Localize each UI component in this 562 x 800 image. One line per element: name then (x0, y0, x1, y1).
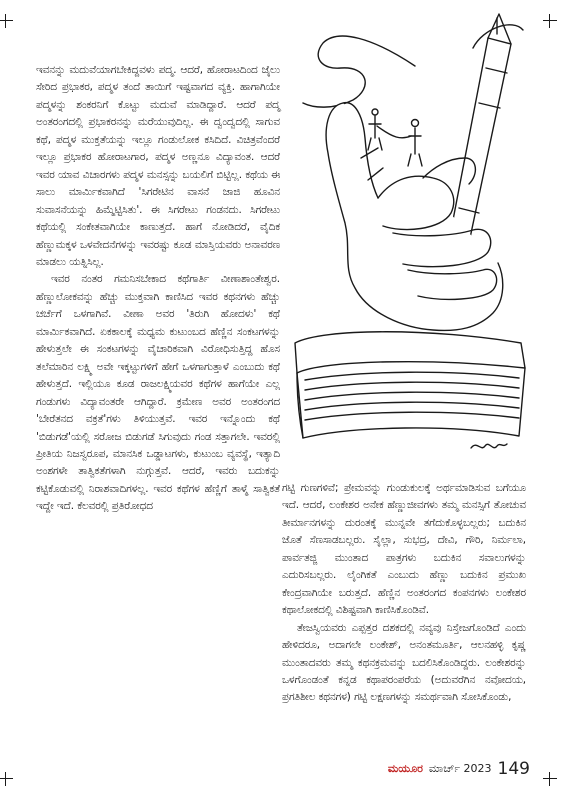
crop-mark (0, 772, 13, 786)
paragraph: ಗಟ್ಟಿ ಗುಣಗಳಿವೆ; ಪ್ರೇಮವನ್ನು ಗುಂಡುಕುಲಕ್ಕೆ ಅರ್ಥಮಾಡಿಸುವ ಬಗೆಯೂ ಇದೆ. ಆದರೆ, ಲಂಕೇಶರ ಅನೇಕ ಹೆಣ್ಣುಜೀವಗಳು ತಮ್ಮ ಮನಸ್ಸಿಗೆ ತೋಚುವ ತೀರ್ಮಾನಗಳನ್ನು ದುರಂತಕ್ಕೆ ಮುನ್ನವೇ ತಗೆದುಕೊಳ್ಳಬಲ್ಲರು; ಬದುಕಿನ ಜೊತೆ ಸೆಣಸಾಡಬಲ್ಲರು. ಸೈಲ್ಲಾ, ಸುಭದ್ರ, ದೇವಿ, ಗೌರಿ, ನಿರ್ಮಲಾ, ಪಾರ್ವತಜ್ಜಿ ಮುಂತಾದ ಪಾತ್ರಗಳು ಬದುಕಿನ ಸವಾಲುಗಳನ್ನು ಎದುರಿಸಬಲ್ಲರು. ಲೈಂಗಿಕತೆ ಎಂಬುದು ಹೆಣ್ಣು ಬದುಕಿನ ಪ್ರಮುಖ ಕೇಂದ್ರವಾಗಿಯೇ ಬರುತ್ತದೆ. ಹೆಣ್ಣಿನ ಅಂತರಂಗದ ಕಂಪನಗಳು ಲಂಕೇಶರ ಕಥಾಲೋಕದಲ್ಲಿ ವಿಶಿಷ್ಟವಾಗಿ ಕಾಣಿಸಿಕೊಂಡಿವೆ. (282, 482, 526, 617)
magazine-name: ಮಯೂರ (387, 762, 423, 775)
crop-mark (0, 14, 13, 28)
right-column (282, 480, 526, 707)
paragraph: ತೇಜಸ್ವಿಯವರು ಎಪ್ಪತ್ತರ ದಶಕದಲ್ಲಿ ನವ್ಯವು ನಿಸ್ತೇಜಗೊಂಡಿದೆ ಎಂದು ಹೇಳಿದರೂ, ಅದಾಗಲೇ ಲಂಕೇಶ್, ಅನಂತಮೂರ್ತಿ, ಆಲನಹಳ್ಳಿ ಕೃಷ್ಣ ಮುಂತಾದವರು ತಮ್ಮ ಕಥನಕ್ರಮವನ್ನು ಬದಲಿಸಿಕೊಂಡಿದ್ದರು. ಲಂಕೇಶರನ್ನು ಒಳಗೊಂಡಂತೆ ಕನ್ನಡ ಕಥಾಪರಂಪರೆಯ (ಅದುವರೆಗಿನ ನವೋದಯ, ಪ್ರಗತಿಶೀಲ ಕಥನಗಳ) ಗಟ್ಟಿ ಲಕ್ಷಣಗಳನ್ನು ಸಮರ್ಥವಾಗಿ ಸೋಸಿಕೊಂಡು, (282, 621, 526, 704)
hand-holding-pen-illustration (283, 8, 528, 478)
crop-mark (543, 772, 557, 786)
paragraph: ಇವರ ನಂತರ ಗಮನಿಸಬೇಕಾದ ಕಥೆಗಾರ್ತಿ ವೀಣಾಶಾಂತೇಶ್ವರ. ಹೆಣ್ಣುಲೋಕವನ್ನು ಹೆಚ್ಚು ಮುಕ್ತವಾಗಿ ಕಾಣಿಸಿದ ಇವರ ಕಥನಗಳು ಹೆಚ್ಚು ಚರ್ಚೆಗೆ ಒಳಗಾಗಿವೆ. ವೀಣಾ ಅವರ 'ತಿರುಗಿ ಹೋದಳು' ಕಥೆ ಮಾರ್ಮಿಕವಾಗಿದೆ. ಏಕಕಾಲಕ್ಕೆ ಮಧ್ಯಮ ಕುಟುಂಬದ ಹೆಣ್ಣಿನ ಸಂಕಟಗಳನ್ನು ಹೇಳುತ್ತಲೇ ಈ ಸಂಕಟಗಳನ್ನು ವೈಚಾರಿಕವಾಗಿ ವಿರೋಧಿಸುತ್ತಿದ್ದ ಹೊಸ ತಲೆಮಾರಿನ ಲಕ್ಷ್ಮಿ ಅವೇ ಇಕ್ಕಟ್ಟುಗಳಿಗೆ ಹೇಗೆ ಒಳಗಾಗುತ್ತಾಳೆ ಎಂಬುದು ಕಥೆ ಹೇಳುತ್ತದೆ. ಇಲ್ಲಿಯೂ ಕೂಡ ರಾಜಲಕ್ಷ್ಮಿಯವರ ಕಥೆಗಳ ಹಾಗೆಯೇ ಎಲ್ಲ ಗಂಡುಗಳು ವಿದ್ಯಾವಂತರೇ ಆಗಿದ್ದಾರೆ. ಕ್ರಮೇಣ ಅವರ ಅಂತರಂಗದ 'ಬೇರೆತನದ ವಕ್ರತೆ'ಗಳು ತಿಳಿಯುತ್ತವೆ. ಇವರ ಇನ್ನೊಂದು ಕಥೆ 'ಬಿಡುಗಡೆ'ಯಲ್ಲಿ ಸರೋಜ ಬಿಡುಗಡೆ ಸಿಗುವುದು ಗಂಡ ಸತ್ತಾಗಲೇ. ಇವರಲ್ಲಿ ಪ್ರೀತಿಯ ನಿಜಸ್ವರೂಪ, ಮಾನಸಿಕ ಒಡ್ಡಾಟಗಳು, ಕುಟುಂಬ ವ್ಯವಸ್ಥೆ, ಇತ್ಯಾದಿ ಅಂಶಗಳೇ ತಾತ್ವಿಕತೆಗಳಾಗಿ ನುಗ್ಗುತ್ತವೆ. ಆದರೆ, ಇವರು ಬದುಕನ್ನು ಕಟ್ಟಿಕೊಡುವಲ್ಲಿ ನಿರಾಶವಾದಿಗಳಲ್ಲ. ಇವರ ಕಥೆಗಳ ಹೆಣ್ಣಿಗೆ ತಾಳ್ಮೆ ಸಾತ್ವಿಕತೆ ಇದ್ದೇ ಇದೆ. ಕೆಲವರಲ್ಲಿ ಪ್ರತಿರೋಧದ (36, 273, 280, 513)
page-footer (340, 758, 530, 780)
paragraph: ಇವನನ್ನು ಮದುವೆಯಾಗಬೇಕಿದ್ದವಳು ಪದ್ಮ. ಆದರೆ, ಹೋರಾಟದಿಂದ ಜೈಲು ಸೇರಿದ ಪ್ರಭಾಕರ, ಪದ್ಮಳ ತಂದೆ ತಾಯಿಗೆ ಇಷ್ಟವಾಗದ ವ್ಯಕ್ತಿ. ಹಾಗಾಗಿಯೇ ಪದ್ಮಳನ್ನು ಶಂಕರನಿಗೆ ಕೊಟ್ಟು ಮದುವೆ ಮಾಡಿದ್ದಾರೆ. ಆದರೆ ಪದ್ಮ ಅಂತರಂಗದಲ್ಲಿ ಪ್ರಭಾಕರನನ್ನು ಮರೆಯುವುದಿಲ್ಲ. ಈ ದ್ವಂದ್ವದಲ್ಲಿ ಸಾಗುವ ಕಥೆ, ಪದ್ಮಳ ಮುಕ್ತತೆಯನ್ನು ಇಲ್ಲೂ ಗಂಡುಲೋಕ ಕಸಿದಿದೆ. ವಿಚಿತ್ರವೆಂದರೆ ಇಲ್ಲೂ ಪ್ರಭಾಕರ ಹೋರಾಟಗಾರ, ಪದ್ಮಳ ಅಣ್ಣನೂ ವಿದ್ಯಾವಂತ. ಆದರೆ ಇವರ ಯಾವ ವಿಚಾರಗಳು ಪದ್ಮಳ ಮನಸ್ಸನ್ನು ಬಯಲಿಗೆ ಬಿಟ್ಟಿಲ್ಲ. ಕಥೆಯ ಈ ಸಾಲು ಮಾರ್ಮಿಕವಾಗಿದೆ 'ಸಿಗರೇಟಿನ ವಾಸನೆ ಜಾಜಿ ಹೂವಿನ ಸುವಾಸನೆಯನ್ನು ಹಿಮ್ಮೆಟ್ಟಿಸಿತು'. ಈ ಸಿಗರೇಟು ಗಂಡನದು. ಸಿಗರೇಟು ಕಥೆಯಲ್ಲಿ ಸಂಕೇತವಾಗಿಯೇ ಕಾಣುತ್ತದೆ. ಹಾಗೆ ನೋಡಿದರೆ, ವೈದಿಕ ಹೆಣ್ಣುಮಕ್ಕಳ ಒಳವೇದನೆಗಳನ್ನು ಇವರಷ್ಟು ಕೂಡ ಮಾಸ್ತಿಯವರು ಅನಾವರಣ ಮಾಡಲು ಯತ್ನಿಸಿಲ್ಲ. (36, 64, 280, 268)
issue-date: ಮಾರ್ಚ್ 2023 (428, 762, 492, 775)
left-column (36, 62, 280, 516)
page-number: 149 (497, 759, 530, 779)
crop-mark (543, 14, 557, 28)
